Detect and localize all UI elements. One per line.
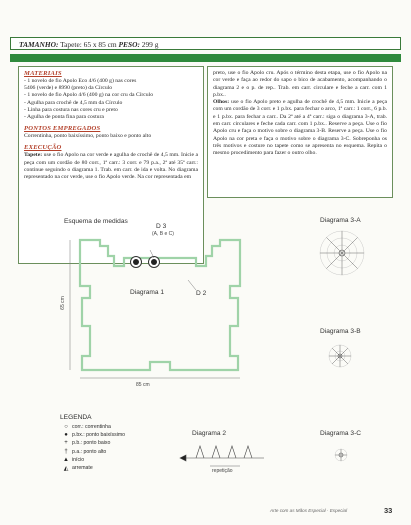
instructions-para: preto, use o fio Apolo cru. Após o término desta etapa, use o fio Apolo na cor verde e faça ao redor do sapo o bico de acabamento, acompanhando o diagrama 2 e o p. de rep.. Trab. em carr. circulare e feche a carr. com 1 p.bx.. [213,70,387,98]
d3-label: D 3 [156,223,167,230]
olhos-body: use o fio Apolo preto e agulha de crochê de 4,5 mm. Inicie a peça com um cordão de 3 corr. e 1 p.bx. para fechar o arco, 1ª carr.: 1 corr., 6 p.b. e 1 p.bx. para fechar a carr.. Da 2ª até a 4ª carr.: siga o diagrama 3-A, trab. em carr. circulares e feche cada carr. com 1 p.bx.. Reserve a peça. Use o fio Apolo cru e faça o motivo sobre o diagrama 3-B. Reserve a peça. Use o fio Apolo na cor preta e faça o motivo sobre o diagrama 3-C. Sobreponha os três motivos e costure no tapete como se apresenta no esquema. Repita o mesmo procedimento para fazer o outro olho. [213,99,387,157]
diagrama-1-label: Diagrama 1 [130,289,165,296]
pontos-title: PONTOS EMPREGADOS [24,125,101,133]
single-crochet-icon: + [64,440,68,447]
materiais-title: MATERIAIS [24,70,62,77]
esquema-title: Esquema de medidas [64,218,128,225]
execucao-body: use o fio Apolo na cor verde e agulha de crochê de 4,5 mm. Inicie a peça com um cordão de 80 corr., 1ª carr.: 3 corr. e 79 p.a., 2ª até 35ª carr.: continue seguindo o diagrama 1. Trab. em carr. de ida e volta. No diagrama representado na cor verde, use o fio Apolo verde. Na cor representada em [24,152,199,181]
legend [60,414,190,472]
execucao-title: EXECUÇÃO [24,144,62,152]
execucao-label: Tapete: [24,152,43,159]
tamanho-label: TAMANHO: [19,40,59,49]
height-label: 65 cm [59,296,66,310]
diagrama-3c-label: Diagrama 3-C [320,430,362,437]
diagrama-2-label: Diagrama 2 [192,430,227,437]
page-number: 33 [384,506,393,515]
repeticao-label: repetição [212,468,233,474]
materiais-line: - Agulha de ponta fina para costura [24,114,104,121]
fasten-off-icon: ◭ [63,465,69,472]
legend-item: ○ corr.: correntinha [60,423,190,431]
start-icon: ▲ [63,456,69,463]
d3-sub: (A, B e C) [152,231,174,237]
d2-label: D 2 [196,290,207,297]
diagrama-3b-label: Diagrama 3-B [320,328,361,335]
materiais-line: - Agulha para crochê de 4,5 mm da Círculo [24,99,123,106]
left-eye-icon [131,257,142,268]
peso-value: 299 g [141,40,159,49]
tamanho-value: Tapete: 65 x 85 cm [60,40,117,49]
right-eye-icon [149,257,160,268]
diagrama-3a-label: Diagrama 3-A [320,217,361,224]
double-crochet-icon: † [64,448,68,455]
diagram-3a-icon [320,231,364,275]
materiais-line: 5406 (verde) e 8990 (preto) da Círculo [24,85,113,92]
legend-item: † p.a.: ponto alto [60,448,190,456]
materiais-line: - 1 novelo de fio Apolo 4/6 (400 g) na cor cru da Círculo [24,92,154,99]
diagram-3b-icon [329,345,351,367]
diagram-2-icon [180,446,264,466]
slip-stitch-icon: ● [64,432,68,439]
peso-label: PESO: [118,40,140,49]
frog-outline [80,240,240,370]
width-label: 85 cm [136,382,150,388]
legend-item: ▲ início [60,456,190,464]
legend-item: ◭ arremate [60,464,190,472]
legend-item: + p.b.: ponto baixo [60,439,190,447]
pontos-text: Correntinha, ponto baixíssimo, ponto baixo e ponto alto [24,133,152,140]
chain-stitch-icon: ○ [64,424,68,431]
materiais-line: - 1 novelo de fio Apolo Eco 4/6 (400 g) nas cores [24,78,137,84]
materiais-line: - Linha para costura nas cores cru e preto [24,106,118,113]
olhos-label: Olhos: [213,99,230,106]
legend-title: LEGENDA [60,414,92,421]
footer-text: Arte com as Mãos Especial · Especial [270,508,348,513]
legend-item: ● p.bx.: ponto baixíssimo [60,431,190,439]
diagram-3c-icon [335,449,347,461]
